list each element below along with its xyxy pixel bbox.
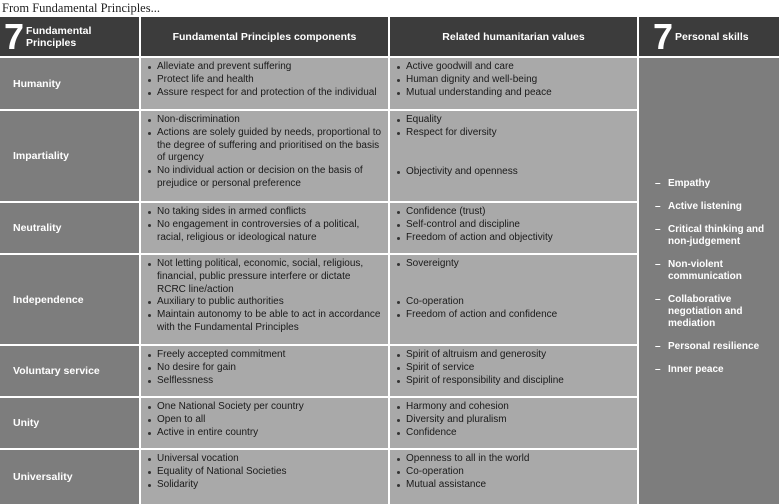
value-item: Spirit of service bbox=[396, 362, 631, 375]
dash-bullet-icon: – bbox=[655, 259, 661, 270]
value-item: Objectivity and openness bbox=[396, 166, 631, 179]
component-item: Equality of National Societies bbox=[147, 466, 382, 479]
value-item: Spirit of responsibility and discipline bbox=[396, 375, 631, 388]
components-list bbox=[147, 453, 382, 491]
values-cell bbox=[390, 111, 637, 201]
components-cell bbox=[141, 346, 388, 396]
principle-name: Universality bbox=[13, 471, 73, 483]
components-cell bbox=[141, 111, 388, 201]
component-item: Active in entire country bbox=[147, 427, 382, 440]
header-values bbox=[390, 17, 637, 56]
value-item: Confidence (trust) bbox=[396, 206, 631, 219]
value-item: Mutual assistance bbox=[396, 479, 631, 492]
dash-bullet-icon: – bbox=[655, 201, 661, 212]
dash-bullet-icon: – bbox=[655, 364, 661, 375]
value-item: Spirit of altruism and generosity bbox=[396, 349, 631, 362]
dash-bullet-icon: – bbox=[655, 178, 661, 189]
component-item: No individual action or decision on the basis of prejudice or personal preference bbox=[147, 165, 382, 191]
value-item: Co-operation bbox=[396, 466, 631, 479]
skills-header-label: Personal skills bbox=[675, 30, 749, 43]
component-item: Solidarity bbox=[147, 479, 382, 492]
values-list bbox=[396, 258, 631, 321]
components-cell bbox=[141, 58, 388, 109]
values-list bbox=[396, 61, 631, 99]
skills-number: 7 bbox=[653, 15, 673, 57]
value-item: Respect for diversity bbox=[396, 127, 631, 140]
component-item: One National Society per country bbox=[147, 401, 382, 414]
principle-cell bbox=[0, 255, 139, 344]
value-item: Diversity and pluralism bbox=[396, 414, 631, 427]
values-list bbox=[396, 401, 631, 439]
components-cell bbox=[141, 398, 388, 448]
value-item: Freedom of action and confidence bbox=[396, 309, 631, 322]
principle-cell bbox=[0, 450, 139, 504]
skill-label: Active listening bbox=[668, 201, 742, 212]
skills-list bbox=[655, 178, 771, 376]
skill-label: Empathy bbox=[668, 178, 711, 189]
value-item: Freedom of action and objectivity bbox=[396, 232, 631, 245]
values-cell bbox=[390, 58, 637, 109]
header-components bbox=[141, 17, 388, 56]
principle-name: Neutrality bbox=[13, 222, 62, 234]
principle-name: Independence bbox=[13, 293, 84, 306]
values-cell bbox=[390, 255, 637, 344]
value-item: Confidence bbox=[396, 427, 631, 440]
values-list bbox=[396, 114, 631, 178]
skill-item bbox=[655, 341, 771, 353]
components-list bbox=[147, 114, 382, 191]
component-item: Maintain autonomy to be able to act in accordance with the Fundamental Principles bbox=[147, 309, 382, 335]
value-item: Equality bbox=[396, 114, 631, 127]
component-item: Not letting political, economic, social, religious, financial, public pressure interfere or dictate RCRC line/action bbox=[147, 258, 382, 296]
components-cell bbox=[141, 255, 388, 344]
values-cell bbox=[390, 450, 637, 504]
dash-bullet-icon: – bbox=[655, 224, 661, 235]
value-item: Self-control and discipline bbox=[396, 219, 631, 232]
skill-label: Non-violent communication bbox=[668, 259, 742, 282]
figure-caption: From Fundamental Principles... bbox=[2, 1, 160, 15]
component-item: Selflessness bbox=[147, 375, 382, 388]
values-list bbox=[396, 206, 631, 244]
skill-item bbox=[655, 201, 771, 213]
values-cell bbox=[390, 398, 637, 448]
components-list bbox=[147, 401, 382, 439]
dash-bullet-icon: – bbox=[655, 294, 661, 305]
value-item: Harmony and cohesion bbox=[396, 401, 631, 414]
principle-cell bbox=[0, 203, 139, 253]
value-item: Active goodwill and care bbox=[396, 61, 631, 74]
component-item: Non-discrimination bbox=[147, 114, 382, 127]
component-item: Freely accepted commitment bbox=[147, 349, 382, 362]
value-item: Sovereignty bbox=[396, 258, 631, 271]
value-item: Human dignity and well-being bbox=[396, 74, 631, 87]
skill-item bbox=[655, 294, 771, 330]
skill-item bbox=[655, 259, 771, 283]
component-item: Protect life and health bbox=[147, 74, 382, 87]
value-item: Openness to all in the world bbox=[396, 453, 631, 466]
principle-name: Unity bbox=[13, 417, 40, 429]
principle-cell bbox=[0, 398, 139, 448]
component-item: Alleviate and prevent suffering bbox=[147, 61, 382, 74]
components-list bbox=[147, 61, 382, 99]
values-header-label: Related humanitarian values bbox=[442, 30, 585, 43]
skill-label: Collaborative negotiation and mediation bbox=[668, 294, 743, 329]
dash-bullet-icon: – bbox=[655, 341, 661, 352]
principle-name: Voluntary service bbox=[13, 365, 100, 377]
component-item: No taking sides in armed conflicts bbox=[147, 206, 382, 219]
component-item: Open to all bbox=[147, 414, 382, 427]
header-skills bbox=[639, 17, 779, 56]
skill-label: Critical thinking and non-judgement bbox=[668, 224, 765, 247]
values-list bbox=[396, 453, 631, 491]
components-header-label: Fundamental Principles components bbox=[172, 30, 357, 43]
skill-label: Inner peace bbox=[668, 364, 724, 375]
principle-cell bbox=[0, 58, 139, 109]
principles-header-label: Fundamental Principles bbox=[26, 24, 92, 49]
component-item: Assure respect for and protection of the individual bbox=[147, 87, 382, 100]
component-item: Actions are solely guided by needs, proportional to the degree of suffering and prioritised on the basis of urgency bbox=[147, 127, 382, 165]
personal-skills-panel bbox=[639, 58, 779, 504]
components-list bbox=[147, 258, 382, 335]
component-item: No desire for gain bbox=[147, 362, 382, 375]
skill-item bbox=[655, 364, 771, 376]
values-cell bbox=[390, 203, 637, 253]
skill-item bbox=[655, 178, 771, 190]
component-item: Auxiliary to public authorities bbox=[147, 296, 382, 309]
principle-name: Humanity bbox=[13, 77, 61, 90]
skill-label: Personal resilience bbox=[668, 341, 760, 352]
component-item: Universal vocation bbox=[147, 453, 382, 466]
principle-cell bbox=[0, 346, 139, 396]
principle-name: Impartiality bbox=[13, 150, 70, 162]
value-item: Mutual understanding and peace bbox=[396, 87, 631, 100]
components-cell bbox=[141, 450, 388, 504]
values-list bbox=[396, 349, 631, 387]
component-item: No engagement in controversies of a political, racial, religious or ideological nature bbox=[147, 219, 382, 245]
components-list bbox=[147, 206, 382, 244]
value-item: Co-operation bbox=[396, 296, 631, 309]
components-cell bbox=[141, 203, 388, 253]
principles-number: 7 bbox=[4, 15, 24, 57]
values-cell bbox=[390, 346, 637, 396]
principle-cell bbox=[0, 111, 139, 201]
skill-item bbox=[655, 224, 771, 248]
components-list bbox=[147, 349, 382, 387]
header-principles bbox=[0, 17, 139, 56]
